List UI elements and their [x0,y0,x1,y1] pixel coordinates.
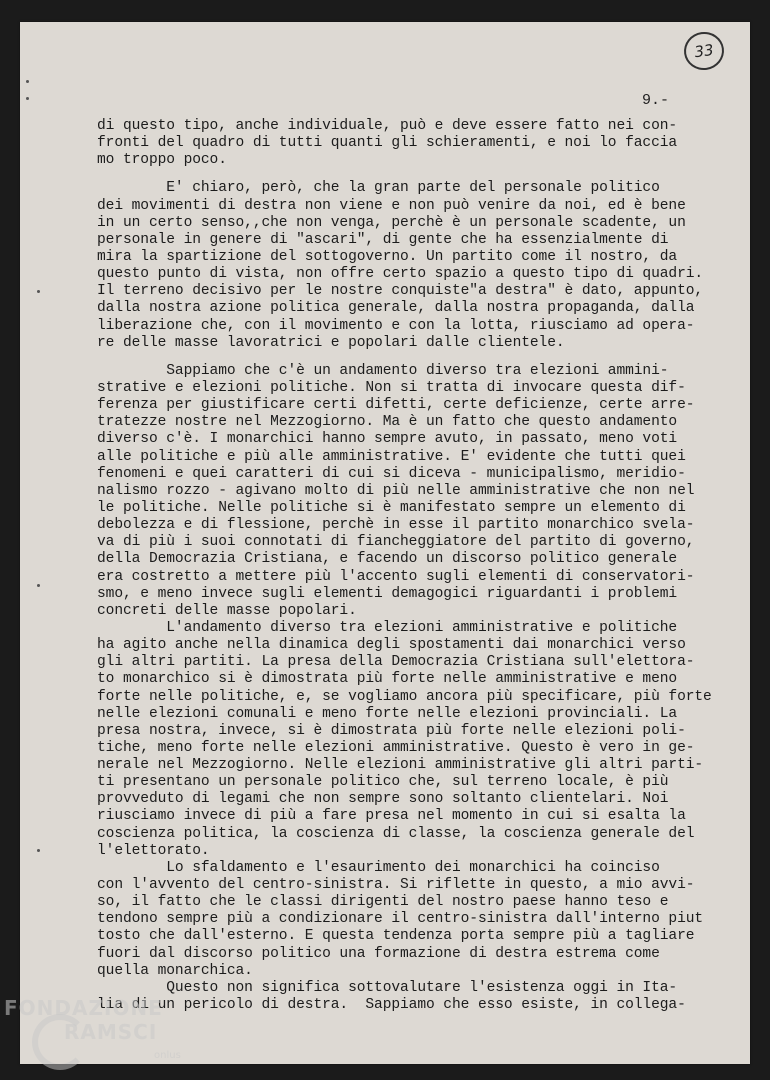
page-number: 9.- [642,92,670,109]
text-line: questo punto di vista, non offre certo spazio a questo tipo di quadri. [97,266,704,283]
punch-mark [37,849,40,852]
text-line: presa nostra, invece, si è dimostrata più forte nelle elezioni poli- [97,722,686,739]
text-line: l'elettorato. [97,842,210,859]
text-line: nerale nel Mezzogiorno. Nelle elezioni amministrative gli altri parti- [97,757,704,774]
text-line: forte nelle politiche, e, se vogliamo ancora più specificare, più forte [97,688,712,705]
text-line: Lo sfaldamento e l'esaurimento dei monarchici ha coinciso [97,859,660,876]
text-line: ha agito anche nella dinamica degli spostamenti dai monarchici verso [97,637,686,654]
text-line: mira la spartizione del sottogoverno. Un partito come il nostro, da [97,248,678,265]
punch-mark [26,80,29,83]
text-line: Il terreno decisivo per le nostre conquiste"a destra" è dato, appunto, [97,283,704,300]
text-line: to monarchico si è dimostrata più forte nelle amministrative e meno [97,671,678,688]
text-line: smo, e meno invece sugli elementi demagogici riguardanti i problemi [97,585,678,602]
text-line: quella monarchica. [97,962,253,979]
text-line: dalla nostra azione politica generale, dalla nostra propaganda, dalla [97,300,695,317]
text-line: ferenza per giustificare certi difetti, certe deficienze, certe arre- [97,397,695,414]
text-line: concreti delle masse popolari. [97,602,357,619]
text-line: provveduto di legami che non sempre sono soltanto clientelari. Noi [97,791,669,808]
text-line: le politiche. Nelle politiche si è manifestato sempre un elemento di [97,499,686,516]
text-line: fronti del quadro di tutti quanti gli schieramenti, e noi lo faccia [97,135,678,152]
text-line: nalismo rozzo - agivano molto di più nelle amministrative che non nel [97,482,695,499]
text-line: Questo non significa sottovalutare l'esistenza oggi in Ita- [97,979,678,996]
punch-mark [26,97,29,100]
archive-stamp-number: 33 [682,29,727,72]
text-line: personale in genere di "ascari", di gente che ha essenzialmente di [97,231,669,248]
watermark-line3: onlus [154,1050,181,1061]
text-line: diverso c'è. I monarchici hanno sempre avuto, in passato, meno voti [97,431,678,448]
text-line: re delle masse lavoratrici e popolari dalle clientele. [97,334,565,351]
text-line: mo troppo poco. [97,152,227,169]
text-line: tosto che dall'esterno. E questa tendenza porta sempre più a tagliare [97,928,695,945]
text-line: ti presentano un personale politico che, sul terreno locale, è più [97,774,669,791]
text-line: L'andamento diverso tra elezioni amministrative e politiche [97,619,678,636]
paragraph-gap [97,352,727,363]
watermark-line2: RAMSCI [64,1020,158,1044]
paragraph-gap [97,169,727,180]
text-line: lia di un pericolo di destra. Sappiamo che esso esiste, in collega- [97,997,686,1014]
text-line: tratezze nostre nel Mezzogiorno. Ma è un fatto che questo andamento [97,414,678,431]
text-line: era costretto a mettere più l'accento sugli elementi di conservatori- [97,568,695,585]
punch-mark [37,290,40,293]
typed-text-body [97,118,727,1014]
text-line: coscienza politica, la coscienza di classe, la coscienza generale del [97,825,695,842]
text-line: dei movimenti di destra non viene e non può venire da noi, ed è bene [97,197,686,214]
text-line: va di più i suoi connotati di fiancheggiatore del partito di governo, [97,534,695,551]
text-line: Sappiamo che c'è un andamento diverso tra elezioni ammini- [97,362,669,379]
text-line: liberazione che, con il movimento e con la lotta, riusciamo ad opera- [97,317,695,334]
text-line: con l'avvento del centro-sinistra. Si riflette in questo, a mio avvi- [97,877,695,894]
text-line: alle politiche e più alle amministrative. E' evidente che tutti quei [97,448,686,465]
text-line: tiche, meno forte nelle elezioni amministrative. Questo è vero in ge- [97,739,695,756]
text-line: della Democrazia Cristiana, e facendo un discorso politico generale [97,551,678,568]
text-line: tendono sempre più a condizionare il centro-sinistra dall'interno piut [97,911,704,928]
text-line: fenomeni e quei caratteri di cui si diceva - municipalismo, meridio- [97,465,686,482]
text-line: E' chiaro, però, che la gran parte del personale politico [97,180,660,197]
text-line: riusciamo invece di più a fare presa nel momento in cui si esalta la [97,808,686,825]
text-line: so, il fatto che le classi dirigenti del nostro paese hanno teso e [97,894,669,911]
watermark-line1: FONDAZIONE [4,996,163,1020]
text-line: debolezza e di flessione, perchè in esse il partito monarchico svela- [97,517,695,534]
text-line: gli altri partiti. La presa della Democrazia Cristiana sull'elettora- [97,654,695,671]
punch-mark [37,584,40,587]
text-line: in un certo senso,,che non venga, perchè è un personale scadente, un [97,214,686,231]
text-line: fuori dal discorso politico una formazione di destra estrema come [97,945,660,962]
text-line: nelle elezioni comunali e meno forte nelle elezioni provinciali. La [97,705,678,722]
text-line: strative e elezioni politiche. Non si tratta di invocare questa dif- [97,379,686,396]
text-line: di questo tipo, anche individuale, può e deve essere fatto nei con- [97,118,678,134]
